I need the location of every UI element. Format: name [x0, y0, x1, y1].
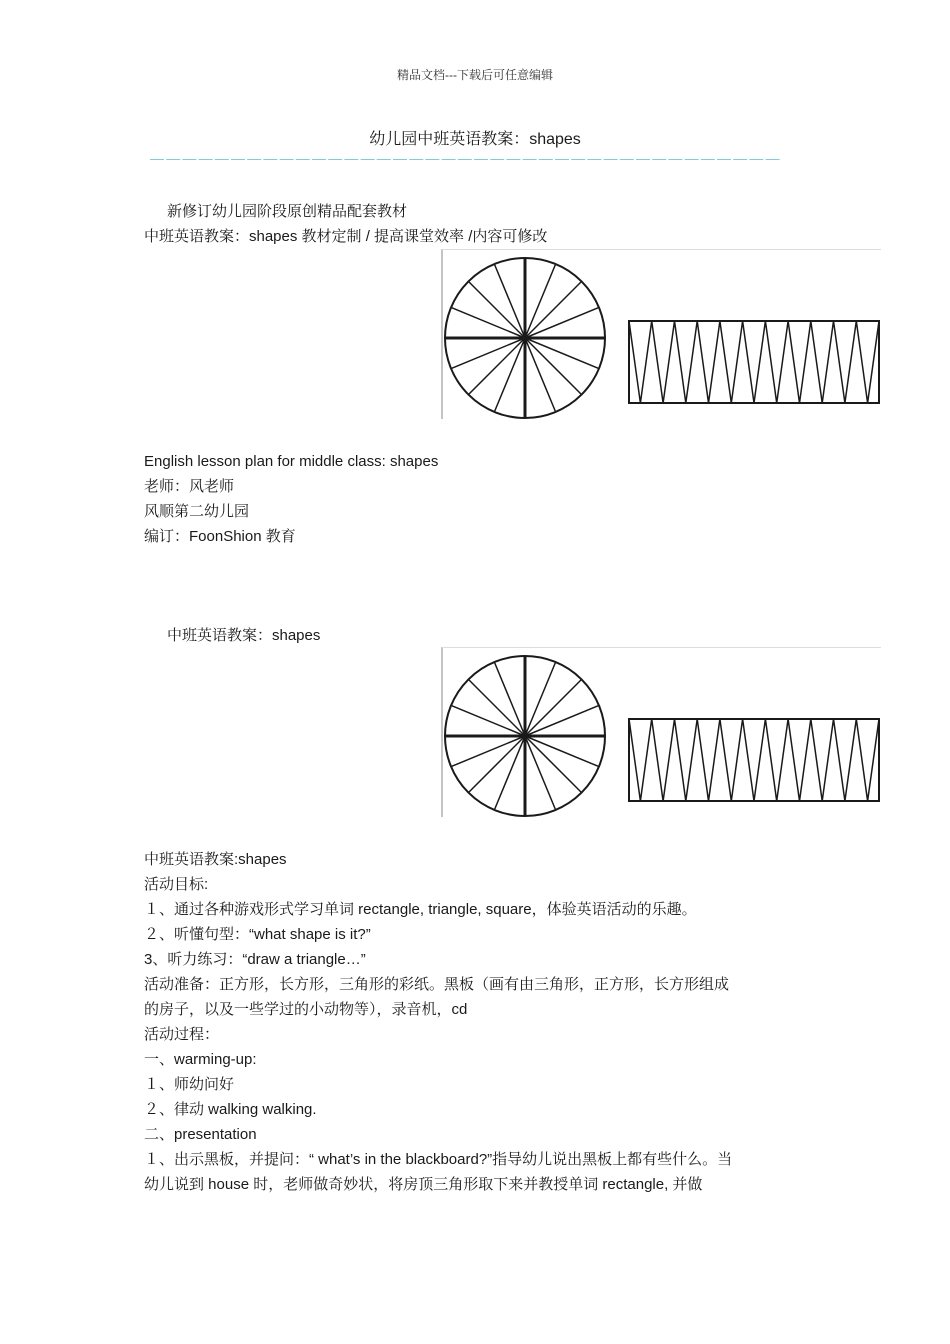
body-line: １、通过各种游戏形式学习单词 rectangle, triangle, square，体验英语活动的乐趣。	[144, 901, 697, 918]
body-line: 活动准备：正方形，长方形，三角形的彩纸。黑板（画有由三角形，正方形，长方形组成	[144, 976, 730, 993]
body-line: ２、听懂句型：“what shape is it?”	[144, 926, 371, 943]
zigzag-line	[629, 321, 879, 403]
body-line: 活动目标:	[144, 876, 209, 893]
circle-spoke	[468, 679, 525, 736]
body-line: 中班英语教案:shapes	[144, 851, 287, 868]
circle-spoke	[525, 338, 582, 395]
body-line: 的房子，以及一些学过的小动物等），录音机，cd	[144, 1001, 468, 1018]
body-line: 二、presentation	[144, 1126, 257, 1143]
circle-spoke	[468, 338, 525, 395]
editor-line: 编订：FoonShion 教育	[144, 528, 296, 545]
body-line: １、出示黑板，并提问：“ what’s in the blackboard?”指导幼儿说出黑板上都有些什么。当	[144, 1151, 733, 1168]
shapes-figure-2	[441, 647, 881, 817]
body-line: 3、听力练习：“draw a triangle…”	[144, 951, 366, 968]
circle-spoke	[468, 281, 525, 338]
english-title: English lesson plan for middle class: shapes	[144, 453, 439, 470]
intro-line-2: 中班英语教案：shapes 教材定制 / 提高课堂效率 /内容可修改	[144, 228, 548, 245]
body-line: １、师幼问好	[144, 1076, 235, 1093]
shapes-figure-1	[441, 249, 881, 419]
zigzag-rectangle	[629, 321, 879, 403]
section-title: 中班英语教案：shapes	[167, 627, 321, 644]
zigzag-line	[629, 719, 879, 801]
circle-spoke	[468, 736, 525, 793]
body-line: 一、warming-up:	[144, 1051, 257, 1068]
circle-spoke	[525, 281, 582, 338]
title-divider: ———————————————————————————————————————	[150, 150, 782, 166]
header-note: 精品文档---下载后可任意编辑	[397, 68, 553, 82]
school-line: 风顺第二幼儿园	[144, 503, 250, 520]
teacher-line: 老师：风老师	[144, 478, 235, 495]
circle-spoke	[525, 736, 582, 793]
intro-line-1: 新修订幼儿园阶段原创精品配套教材	[167, 203, 408, 220]
zigzag-rectangle	[629, 719, 879, 801]
body-line: ２、律动 walking walking.	[144, 1101, 317, 1118]
body-line: 活动过程：	[144, 1026, 220, 1043]
body-line: 幼儿说到 house 时，老师做奇妙状，将房顶三角形取下来并教授单词 rectangle, 并做	[144, 1176, 703, 1193]
circle-spoke	[525, 679, 582, 736]
document-title: 幼儿园中班英语教案：shapes	[369, 131, 581, 148]
